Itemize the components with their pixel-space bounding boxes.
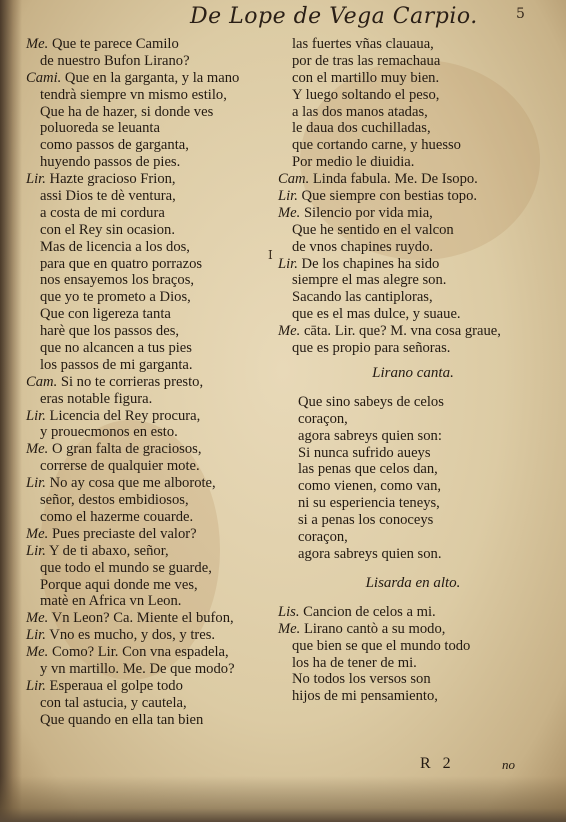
song-line: Si nunca sufrido aueys [298,444,431,461]
song-line: agora sabreys quien son: [298,427,442,444]
verse-text: Que siempre con bestias topo. [297,188,478,205]
verse-line [278,239,548,256]
verse-text: por de tras las remachaua [292,52,441,69]
verse-text: Vn Leon? Ca. Miente el bufon, [48,610,234,627]
verse-line [26,509,271,526]
verse-text: que es el mas dulce, y suaue. [292,306,461,323]
verse-text: que cortando carne, y huesso [292,137,461,154]
verse-line [26,577,271,594]
verse-line [26,458,271,475]
verse-text: Esperaua el golpe todo [45,677,183,694]
song-line: coraçon, [298,410,348,427]
speaker-label: Me. [26,610,49,627]
stage-direction-heading: Lisarda en alto. [365,574,461,591]
song-line: agora sabreys quien son. [298,545,442,562]
verse-line [26,256,271,273]
verse-line [26,627,271,644]
signature-mark: R 2 [420,755,455,772]
verse-line [26,374,271,391]
verse-line [278,256,548,273]
speaker-label: Lir. [26,171,46,188]
verse-line [278,104,548,121]
song-line: Que sino sabeys de celos [298,393,444,410]
speaker-label: Me. [278,204,301,221]
corner-mark: 5 [516,6,525,22]
speaker-label: Me. [26,441,49,458]
verse-text: Que he sentido en el valcon [292,221,454,238]
verse-text: que es propio para señoras. [292,340,451,357]
verse-text: eras notable figura. [40,390,153,407]
verse-text: Y luego soltando el peso, [292,86,440,103]
verse-line [278,70,548,87]
verse-text: con tal astucia, y cautela, [40,694,187,711]
verse-line [26,357,271,374]
verse-line [278,154,548,171]
speaker-label: Me. [26,525,49,542]
song-verses [278,394,548,563]
verse-text: nos ensayemos los braços, [40,272,195,289]
verse-text: Por medio le diuidia. [292,154,415,171]
verse-line [278,272,548,289]
speaker-label: Cam. [278,171,310,188]
verse-line [278,120,548,137]
verse-line [278,688,548,705]
verse-text: que bien se que el mundo todo [292,637,471,654]
speaker-label: Lir. [26,677,46,694]
verse-text: cāta. Lir. que? M. vna cosa graue, [300,323,501,340]
verse-line [278,205,548,222]
verse-line [278,53,548,70]
verse-line [26,222,271,239]
verse-line [26,53,271,70]
running-head: De Lope de Vega Carpio. [190,4,478,29]
verse-line [278,604,548,621]
verse-text: Lirano cantò a su modo, [300,620,446,637]
speaker-label: Lir. [278,255,298,272]
verse-line [26,526,271,543]
right-column-top [278,36,548,357]
verse-text: le daua dos cuchilladas, [292,120,431,137]
verse-text: Vno es mucho, y dos, y tres. [45,627,216,644]
song-line: ni su esperiencia teneys, [298,495,440,512]
verse-text: Si no te corrieras presto, [57,373,204,390]
verse-line [26,289,271,306]
left-column [26,36,271,729]
song-line: las penas que celos dan, [298,461,438,478]
verse-text: Linda fabula. Me. De Isopo. [309,171,478,188]
verse-text: a las dos manos atadas, [292,103,428,120]
speaker-label: Cam. [26,373,58,390]
margin-mark: I [268,248,273,262]
verse-line [26,492,271,509]
spacer [278,592,548,604]
verse-text: poluoreda se leuanta [40,120,160,137]
verse-line [26,104,271,121]
verse-line [26,424,271,441]
verse-line [26,593,271,610]
verse-text: con el martillo muy bien. [292,69,440,86]
verse-line [26,137,271,154]
verse-text: Que te parece Camilo [48,36,179,52]
verse-line [26,441,271,458]
verse-line [26,661,271,678]
verse-text: Como? Lir. Con vna espadela, [48,644,229,661]
verse-text: huyendo passos de pies. [40,154,181,171]
verse-text: que yo te prometo a Dios, [40,289,191,306]
verse-text: que todo el mundo se guarde, [40,559,212,576]
verse-text: hijos de mi pensamiento, [292,688,438,705]
right-column [278,36,548,705]
song-heading: Lirano canta. [372,364,454,381]
gutter-shadow [0,0,22,822]
verse-line [26,678,271,695]
verse-text: con el Rey sin ocasion. [40,221,175,238]
verse-text: Que ha de hazer, si donde ves [40,103,214,120]
verse-text: Licencia del Rey procura, [45,407,201,424]
verse-line [278,137,548,154]
speaker-label: Me. [278,620,301,637]
verse-text: Que quando en ella tan bien [40,711,204,728]
verse-line [26,475,271,492]
verse-line [26,87,271,104]
verse-text: Que en la garganta, y la mano [61,69,240,86]
spacer [278,382,548,394]
verse-text: Silencio por vida mia, [300,204,433,221]
speaker-label: Me. [26,644,49,661]
speaker-label: Lir. [26,475,46,492]
verse-text: Hazte gracioso Frion, [45,171,176,188]
verse-text: como passos de garganta, [40,137,189,154]
verse-line [278,671,548,688]
spacer [278,563,548,575]
verse-line [278,638,548,655]
speaker-label: Lir. [26,627,46,644]
verse-text: O gran falta de graciosos, [48,441,202,458]
page-bottom-edge [0,776,566,822]
verse-line [278,621,548,638]
verse-text: de nuestro Bufon Lirano? [40,52,190,69]
verse-line [278,188,548,205]
verse-text: los ha de tener de mi. [292,654,417,671]
verse-line [26,154,271,171]
speaker-label: Lir. [26,542,46,559]
speaker-label: Lir. [278,188,298,205]
verse-line [278,655,548,672]
verse-line [26,644,271,661]
verse-text: matè en Africa vn Leon. [40,593,182,610]
speaker-label: Lis. [278,603,300,620]
verse-line [278,323,548,340]
verse-line [26,306,271,323]
verse-text: a costa de mi cordura [40,204,165,221]
verse-line [26,205,271,222]
verse-line [26,36,271,53]
verse-line [26,712,271,729]
verse-text: para que en quatro porrazos [40,255,203,272]
verse-line [278,222,548,239]
speaker-label: Cami. [26,69,62,86]
verse-text: correrse de qualquier mote. [40,458,200,475]
verse-text: Cancion de celos a mi. [299,603,436,620]
verse-line [26,408,271,425]
verse-text: Pues preciaste del valor? [48,525,197,542]
right-column-bottom [278,604,548,705]
song-line: como vienen, como van, [298,478,442,495]
verse-line [26,340,271,357]
verse-line [278,289,548,306]
verse-line [26,70,271,87]
verse-text: Mas de licencia a los dos, [40,238,190,255]
verse-text: Que con ligereza tanta [40,306,171,323]
catchword: no [502,757,515,772]
verse-text: assi Dios te dè ventura, [40,188,176,205]
verse-text: Y de ti abaxo, señor, [45,542,169,559]
song-line: si a penas los conoceys [298,512,434,529]
verse-text: y prouecmonos en esto. [40,424,178,441]
verse-text: No todos los versos son [292,671,431,688]
verse-text: que no alcancen a tus pies [40,340,192,357]
song-line: coraçon, [298,529,348,546]
verse-line [26,188,271,205]
verse-text: señor, destos embidiosos, [40,492,189,509]
verse-text: las fuertes vñas clauaua, [292,36,434,52]
verse-text: Porque aqui donde me ves, [40,576,198,593]
speaker-label: Lir. [26,407,46,424]
verse-line [278,171,548,188]
verse-line [278,87,548,104]
verse-line [26,610,271,627]
verse-line [278,36,548,53]
verse-line [26,391,271,408]
verse-text: de vnos chapines ruydo. [292,238,434,255]
verse-line [278,306,548,323]
verse-text: siempre el mas alegre son. [292,272,447,289]
verse-line [26,239,271,256]
verse-text: los passos de mi garganta. [40,356,193,373]
verse-text: De los chapines ha sido [297,255,440,272]
speaker-label: Me. [278,323,301,340]
verse-text: No ay cosa que me alborote, [45,475,216,492]
speaker-label: Me. [26,36,49,52]
spacer [278,357,548,365]
verse-line [26,120,271,137]
verse-line [26,560,271,577]
verse-line [26,171,271,188]
signature-row [420,755,530,773]
verse-line [26,272,271,289]
verse-line [26,323,271,340]
verse-text: Sacando las cantiploras, [292,289,433,306]
verse-line [278,340,548,357]
verse-text: harè que los passos des, [40,323,180,340]
verse-line [26,543,271,560]
verse-text: tendrà siempre vn mismo estilo, [40,86,227,103]
verse-text: y vn martillo. Me. De que modo? [40,660,235,677]
verse-text: como el hazerme couarde. [40,508,194,525]
verse-line [26,695,271,712]
